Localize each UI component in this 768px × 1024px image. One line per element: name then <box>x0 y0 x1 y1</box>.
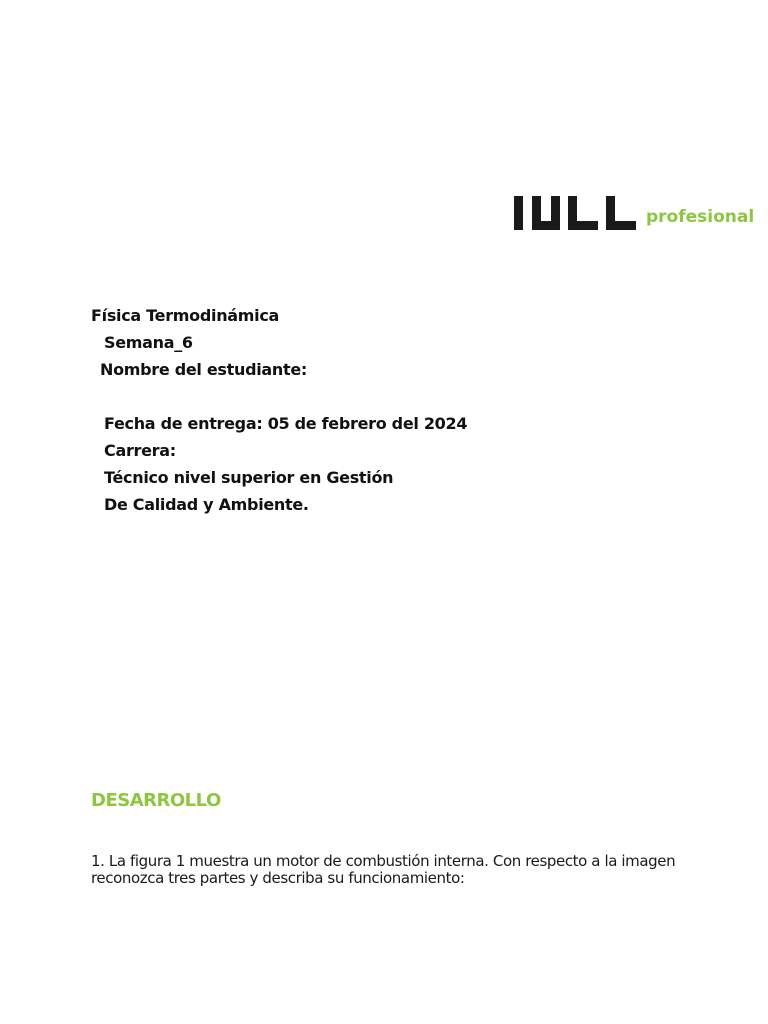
logo-graphic <box>510 196 768 236</box>
student-name-label: Nombre del estudiante: <box>100 360 308 379</box>
logo-letter-i <box>514 196 523 230</box>
career-label: Carrera: <box>104 441 176 460</box>
course-title: Física Termodinámica <box>91 306 280 325</box>
institution-logo <box>510 196 768 236</box>
logo-letter-c <box>606 196 636 230</box>
due-date: Fecha de entrega: 05 de febrero del 2024 <box>104 414 468 433</box>
section-title: DESARROLLO <box>91 790 221 811</box>
logo-letter-d <box>532 196 560 230</box>
question-1: 1. La figura 1 muestra un motor de combustión interna. Con respecto a la imagen reconozca tres partes y describa su funcionamiento: <box>91 852 676 887</box>
week-label: Semana_6 <box>104 333 193 352</box>
career-line-2: De Calidad y Ambiente. <box>104 495 309 514</box>
logo-tagline: profesional <box>646 207 755 227</box>
career-line-1: Técnico nivel superior en Gestión <box>104 468 394 487</box>
logo-letter-e <box>568 196 598 230</box>
